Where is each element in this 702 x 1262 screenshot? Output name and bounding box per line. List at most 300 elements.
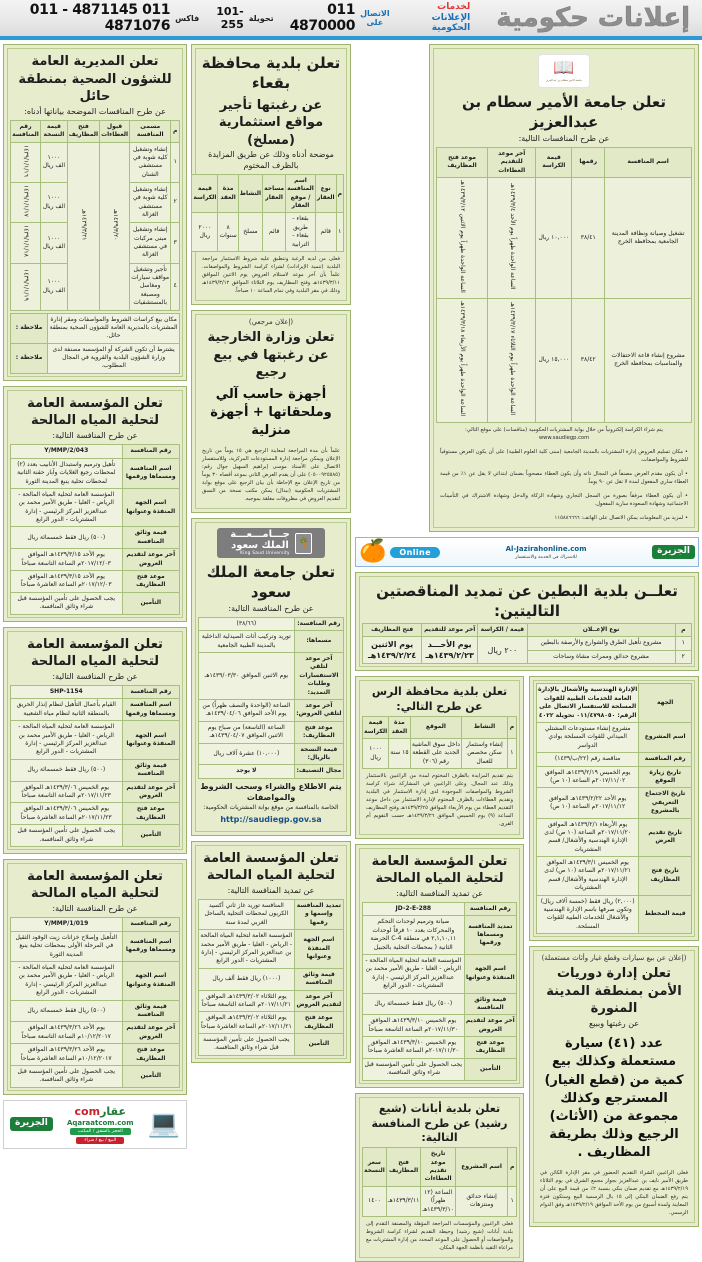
cell-type: قائم bbox=[315, 213, 336, 252]
cell-price: ١٠٠٠ الف ريال bbox=[41, 223, 68, 263]
table-row bbox=[437, 299, 692, 422]
madinah-body: فعلى الراغبين الشراء التقديم الحضور في مقر الإدارة الكائن في طريق الأمير نايف بن عبدالعزيز بجوار مجمع الشرق في يوم الثلاثاء ١٤٣٩/٢/١٩هـ مع تقديم ضمان بنكي بنسبة ٢٪ من قيمة البيع على أن يتم رفع الضمان البنكي إلى ١٥ بال الرسمية البيع وستكون فترة المعاينة ولمدة أسبوع من يوم الأحد الموافق ١٤٣٩/٢/١٩هـ وفق الدوام الرسمي. bbox=[540, 1169, 688, 1216]
table-row bbox=[192, 213, 344, 252]
cell-value: المؤسسة العامة لتحلية المياه المالحة - الرياض - العليا - طريق الأمير محمد بن عبدالعزيز المركز الرئيسي - إدارة المشتريات - الدور الرابع bbox=[11, 488, 123, 527]
table-row bbox=[11, 721, 180, 760]
table-row bbox=[11, 313, 180, 343]
cell-value: Y/MMP/2/043 bbox=[11, 445, 123, 458]
ad-batin bbox=[355, 572, 699, 671]
ad-swcc-3 bbox=[3, 859, 187, 1095]
th-price: قيمة النسخة bbox=[41, 121, 68, 143]
university-logo-icon bbox=[538, 54, 590, 88]
page-title: إعلانات حكومية bbox=[496, 3, 690, 33]
swcc2-title: تعلن المؤسسة العامة لتحلية المياه المالحة bbox=[27, 636, 163, 670]
cell-note-text: مكان بيع كراسات الشروط والمواصفات ومقر إدارة المشتريات بالمديرية العامة للشؤون الصحية بمنطقة حائل. bbox=[48, 313, 180, 343]
aqar-strip-red: البيع / بيع / شراء bbox=[76, 1137, 124, 1144]
cell-value: JD-2-E-288 bbox=[363, 903, 465, 916]
cell-deadline: الساعة الواحدة ظهراً يوم الأحد ١٤٣٩/٣/٤هـ bbox=[508, 183, 516, 290]
cell-key: اسم الجهة المنفذة وعنوانها bbox=[464, 954, 516, 993]
jazirah-logo: الجزيرة bbox=[652, 545, 695, 559]
th-no: م bbox=[675, 623, 691, 636]
cell-key: التأمين bbox=[122, 825, 179, 847]
table-row bbox=[199, 900, 344, 930]
cell-key: آخر موعد لتقديم العروض bbox=[122, 1022, 179, 1044]
table-row bbox=[11, 488, 180, 527]
abanat-title: تعلن بلدية أبانات (شيع رشيد) عن طرح المنافسة التالية: bbox=[371, 1101, 508, 1145]
baqaa-table bbox=[191, 174, 344, 252]
cell-key: رقم المنافسة bbox=[122, 445, 179, 458]
cell-no: ٤ bbox=[171, 263, 180, 310]
service-label-line1: لخدمات bbox=[437, 2, 471, 13]
th-activity: النشاط bbox=[462, 717, 508, 739]
table-row bbox=[199, 700, 344, 722]
cell-value: يوم الأحد ١٤٣٩/٣/٢٦هـ الموافق ١٠/١٢/٢٠١٧م الساعة التاسعة صباحاً bbox=[11, 1022, 123, 1044]
table-header-row bbox=[363, 623, 692, 636]
table-row bbox=[11, 445, 180, 458]
swcc3-subtitle: عن طرح المنافسة التالية: bbox=[52, 904, 138, 914]
madinah-sub: عن رغبتها وببيع bbox=[588, 1018, 640, 1028]
cell-number: ١٤٣٩/١/١/١٧ bbox=[22, 185, 30, 217]
table-row bbox=[199, 968, 344, 990]
th-number: رقم المنافسة bbox=[11, 121, 41, 143]
cell-name: مشروع تأهيل الطرق والشوارع والأرصفة بالبطين bbox=[527, 637, 675, 651]
table-row bbox=[199, 990, 344, 1012]
th-no: م bbox=[171, 121, 180, 143]
cell-opening-date: ١٤٣٩/٢/٢٤هـ bbox=[367, 651, 417, 661]
ksu-logo-ar1: جـــامـــعـــة bbox=[230, 529, 290, 540]
cell-key: موعد فتح المظاريف: bbox=[294, 721, 343, 743]
madinah-title: تعلن إدارة دوريات الأمن بمنطقة المدينة المنورة bbox=[546, 966, 682, 1017]
cell-no: ١ bbox=[171, 142, 180, 182]
cell-value: (٥٠٠) ريال فقط خمسمائة ريال bbox=[363, 993, 465, 1015]
column-middle bbox=[191, 44, 351, 1052]
cell-key: آخر موعد لتلقي الاستفسارات وطلبات التمديد: bbox=[294, 653, 343, 700]
cell-key: تمديد المنافسة وإسمها و رقمها bbox=[294, 900, 343, 930]
rass-footer: يتم تقديم المزايدة بالظرف المختوم لمدة من الراغبين بالاستثمار وذلك عند المجال. وعلى الراغبين في المشاركة شراء كراسة الشروط والمواصفات الموجودة لدى إدارة الاستثمار في البلدية وتقديم العطاءات بالظرف المختوم لإدارة الاستثمار من داخل موعد التقديم العطاء من يوم الأربعاء الموافق ١٤٣٩/٣/٢٥هـ وفتح المظاريف الساعة (٩) يوم الخميس الموافق ١٤٣٩/٣/٢٦هـ حسب التقويم أم القرى. bbox=[366, 773, 514, 828]
cell-key: اسم الجهة المنفذة وعنوانها bbox=[122, 721, 179, 760]
th-price: سعر النسخة bbox=[363, 1148, 387, 1187]
table-row bbox=[199, 1034, 344, 1056]
cell-no: ١ bbox=[507, 738, 516, 768]
cell-duration: ١٥ سنة bbox=[389, 738, 410, 768]
psau-title: تعلن جامعة الأمير سطام بن عبدالعزيز bbox=[461, 93, 667, 132]
th-no: م bbox=[507, 717, 516, 739]
th-open: فتح المظاريف bbox=[67, 121, 99, 143]
cell-number: ٣٨/٤٢ bbox=[572, 299, 605, 422]
cell-value: يوم الخميس ١٤٣٩/٣/٠٦هـ الموافق ٢٠١٧/١١/٢٣م الساعة التاسعة صباحاً bbox=[11, 781, 123, 803]
ext-value: 101-255 bbox=[216, 5, 244, 31]
cell-value: يوم الخميس ١٤٣٩/٣/١٠هـ الموافق ٢٠١٧/١١/٣٠م الساعة العاشرة صباحاً bbox=[363, 1037, 465, 1059]
hail-table bbox=[10, 120, 180, 310]
cell-key: التأمين bbox=[122, 592, 179, 614]
table-row bbox=[363, 1058, 517, 1080]
th-opening: فتح المظاريف bbox=[363, 623, 422, 636]
cell-price: ١٠٠٠ الف ريال bbox=[41, 263, 68, 310]
table-header-row bbox=[363, 1148, 517, 1187]
cell-opening: الساعة الواحدة ظهراً يوم الاثنين ١٤٣٩/٣/١٢هـ bbox=[459, 180, 467, 293]
ext-label: تحويلة bbox=[248, 13, 274, 23]
psau-note-3: • أن يكون العطاء مرفقاً بصورة من السجل التجاري وشهادة الزكاة والدخل وشهادة الاشتراك في التأمينات الاجتماعية وشهادة السعودة سارية المفعول. bbox=[440, 493, 688, 508]
th-name: اسم المنافسة / موقع العقار bbox=[286, 174, 316, 213]
cell-key: التأمين bbox=[294, 1034, 343, 1056]
cell-no: ١ bbox=[675, 637, 691, 651]
cell-value: يجب الحصول على تأمين المؤسسة قبل شراء وثائق المنافسة. bbox=[11, 592, 123, 614]
cell-key: تاريخ زيارة الموقع bbox=[639, 766, 692, 788]
cell-price: ١٥,٠٠٠ ريال bbox=[536, 299, 572, 422]
th-price: قيمة الكراسة bbox=[192, 174, 218, 213]
cell-key: تاريخ تقديم العرض bbox=[639, 818, 692, 857]
online-site-url[interactable]: Al-Jazirahonline.com bbox=[505, 544, 587, 553]
swcc1-table bbox=[10, 444, 180, 614]
online-pill: Online bbox=[390, 547, 440, 558]
cell-key: تاريخ فتح المظاريف bbox=[639, 857, 692, 896]
cell-value: يوم الثلاثاء ١٤٣٩/٣/٠٢هـ الموافق ٢٠١٧/١١/٢١م الساعة التاسعة صباحاً bbox=[199, 990, 295, 1012]
contact-info bbox=[6, 2, 390, 34]
ad-swcc-1 bbox=[3, 386, 187, 622]
cell-key: موعد فتح المظاريف bbox=[122, 803, 179, 825]
subcolumn-rass bbox=[355, 676, 524, 1262]
th-submit: تاريخ موعد تقديم العطاءات bbox=[421, 1148, 456, 1187]
cell-value: (٥٠٠) ريال فقط خمسمائة ريال bbox=[11, 527, 123, 549]
fax-label: فاكس bbox=[175, 13, 200, 23]
th-duration: مدة العقد bbox=[389, 717, 410, 739]
table-row bbox=[11, 1044, 180, 1066]
swcc-yanbu-title: تعلن المؤسسة العامة لتحلية المياه المالحة bbox=[203, 850, 339, 884]
cell-value: SHP-1154 bbox=[11, 686, 123, 699]
table-row bbox=[363, 1037, 517, 1059]
ksu-logo-icon bbox=[217, 528, 325, 558]
cell-note-label: ملاحظة : bbox=[11, 343, 48, 373]
cell-key: موعد فتح المظاريف bbox=[122, 571, 179, 593]
th-accept: قبول العطاءات bbox=[100, 121, 130, 143]
table-row bbox=[363, 954, 517, 993]
table-row bbox=[537, 766, 692, 788]
table-row bbox=[199, 617, 344, 630]
table-row bbox=[537, 684, 692, 723]
cell-location: داخل سوق الماشية الجديد على القطعة رقم (٣٠٦) bbox=[410, 738, 462, 768]
table-row bbox=[537, 753, 692, 766]
ksu-portal-url[interactable]: http://saudiegp.gov.sa bbox=[220, 815, 322, 825]
cell-submit: الساعة (١٢ ظهراً) ١٤٣٩/٣/١٠هـ bbox=[421, 1186, 456, 1216]
cell-value: لا يوجد bbox=[199, 765, 295, 778]
cell-key: موعد فتح المظاريف bbox=[464, 1037, 516, 1059]
ad-ksu bbox=[191, 518, 351, 836]
ad-baqaa bbox=[191, 44, 351, 305]
cell-number: ٣٨/٤١ bbox=[572, 178, 605, 299]
page-columns bbox=[0, 40, 702, 1252]
aqar-brand-red: com bbox=[74, 1104, 101, 1118]
cell-key: قيمة وثائق المنافسة bbox=[122, 1000, 179, 1022]
cell-key: موعد فتح المظاريف bbox=[122, 1044, 179, 1066]
th-duration: مدة العقد bbox=[218, 174, 238, 213]
table-row bbox=[11, 1000, 180, 1022]
swcc2-subtitle: عن طرح المنافسة التالية: bbox=[52, 671, 138, 681]
table-row bbox=[199, 721, 344, 743]
cell-price: ١٠٠٠ الف ريال bbox=[41, 142, 68, 182]
mofa-body: علماً بأن مدة المراجعة لمعاينة الرجيع هي ١٥ يوماً من تاريخ الإعلان ويمكن مراجعة إدارة المستودعات المركزية، وللاستفسار الاتصال على الأستاذ موسى إبراهيم السهيل جوال رقم: (٠٥٠٠٩٢٥٥٨٥) على أن يقدم العرض الثاني بموعد أقصاه ٣٠ يوماً من تاريخ الإعلان مع الإحاطة بأن بيان الرجيع على موقع بوابة المشتريات الحكومية (نبذال) يمكن مكتب نسخة من النسق لتقديم العروض في مظروفات مغلقة بموجبه. bbox=[202, 447, 341, 502]
th-number: رقمها bbox=[572, 147, 605, 177]
table-row bbox=[11, 1065, 180, 1087]
ksu-logo-ar2: الملك سعود bbox=[231, 539, 289, 551]
cell-number: ١٤٣٩/١/١/١٦ bbox=[22, 144, 30, 177]
ksu-subtitle: عن طرح المنافسة التالية: bbox=[228, 603, 314, 613]
cell-key: قيمة وثائق المنافسة bbox=[122, 527, 179, 549]
abanat-table bbox=[362, 1147, 517, 1217]
table-row bbox=[363, 1015, 517, 1037]
th-deadline: آخر موعد للتقديم bbox=[422, 623, 478, 636]
th-name: اسم المنافسة bbox=[605, 147, 692, 177]
cell-key: قيمة وثائق المنافسة bbox=[122, 759, 179, 781]
ad-swcc-yanbu-extension bbox=[191, 841, 351, 1063]
cell-key: رقم المنافسة bbox=[122, 686, 179, 699]
th-type: نوع العقار bbox=[315, 174, 336, 213]
cell-key: آخر موعد لتقديم العروض bbox=[122, 781, 179, 803]
cell-value: القيام بأعمال التأهيل لنظام إنذار الحريق بالمنطقة الثانية لنظام مياه الشعيبة bbox=[11, 699, 123, 721]
ksu-footer-title: يتم الاطلاع والشراء وسحب الشروط والمواصفات bbox=[200, 781, 342, 802]
cell-name: مشروع حدائق وممرات مشاة وساحات bbox=[527, 650, 675, 664]
th-price: قيمة الكراسة bbox=[536, 147, 572, 177]
table-row bbox=[537, 788, 692, 818]
cell-value: (١٠٠٠) ريال فقط ألف ريال bbox=[199, 968, 295, 990]
cell-activity: مسلخ bbox=[238, 213, 262, 252]
table-header-row bbox=[11, 121, 180, 143]
cell-value: المؤسسة العامة لتحلية المياه المالحة - الرياض - العليا - طريق الأمير محمد بن عبدالعزيز المركز الرئيسي - إدارة المشتريات - الدور الرابع bbox=[199, 930, 295, 969]
cell-value: مناقصة رقم (٢٢/ب/١٤٣٩) bbox=[537, 753, 639, 766]
service-label-line2: الإعلانات الحكومية bbox=[431, 12, 471, 34]
cell-no: ٣ bbox=[171, 223, 180, 263]
fax-numbers: 011 4871145 - 011 4871076 bbox=[29, 2, 171, 34]
cell-price: ١٠,٠٠٠ ريال bbox=[536, 178, 572, 299]
table-row bbox=[11, 458, 180, 488]
cell-price: ١٠٠٠ الف ريال bbox=[41, 183, 68, 223]
table-row bbox=[11, 825, 180, 847]
cell-name: إنشاء وتشغيل كلية شوبة في مستشفى الشنان bbox=[130, 142, 171, 182]
baqaa-subtitle: عن رغبتها تأجير مواقع استثمارية (مسلخ) bbox=[218, 97, 324, 148]
cell-value: يجب الحصول على تأمين المؤسسة قبل شراء وثائق المنافسة. bbox=[11, 825, 123, 847]
cell-key: آخر موعد لتقديم العروض bbox=[294, 990, 343, 1012]
cell-value: صيانة وترميم لوحدات التحكم والمحركات بعدد ١٠ فرقاً لوحدات ٢,١,١٠,١١ في منطقة C-4 الحرضة الثانية ( بمحطات التحلية بالجبيل bbox=[363, 916, 465, 955]
table-row bbox=[537, 723, 692, 753]
batin-table bbox=[362, 623, 692, 665]
swcc3-table bbox=[10, 917, 180, 1087]
swcc2-table bbox=[10, 685, 180, 847]
cell-price: ٢٠٠ ريال bbox=[478, 637, 527, 664]
cell-key: تمديد المنافسة ومسماها ورقمها bbox=[464, 916, 516, 955]
table-row bbox=[11, 931, 180, 961]
cell-no: ٢ bbox=[171, 183, 180, 223]
cell-key: قيمة وثائق المنافسة bbox=[294, 968, 343, 990]
table-row bbox=[363, 1186, 517, 1216]
cell-value: يجب الحصول على تأمين المؤسسة قبل شراء وثائق المنافسة. bbox=[363, 1058, 465, 1080]
cell-name: بقعاء - طريق بقعاء - الترابية bbox=[286, 213, 316, 252]
cell-key: التأمين bbox=[464, 1058, 516, 1080]
cell-key: مسماها: bbox=[294, 631, 343, 653]
th-no: م bbox=[336, 174, 343, 213]
hail-notes-table bbox=[10, 313, 180, 374]
military-medical-table bbox=[536, 683, 692, 934]
mofa-highlight: أجهزة حاسب آلي وملحقاتها + أجهزة منزلية bbox=[210, 387, 332, 439]
ad-swcc-rass-extension bbox=[355, 844, 524, 1088]
cell-name: تأجير وتشغيل مواقف سيارات ومغاسل ومصبغة بالمستشفيات bbox=[130, 263, 171, 310]
th-deadline: آخر موعد للتقديم العطاءات bbox=[488, 147, 536, 177]
ad-swcc-2 bbox=[3, 627, 187, 854]
ksu-table bbox=[198, 617, 344, 779]
cell-key: اسم المنافسة ومسماها ورقمها bbox=[122, 931, 179, 961]
cell-value: (٣٨/٦٦) bbox=[199, 617, 295, 630]
cell-key: اسم المشروع bbox=[639, 723, 692, 753]
table-header-row bbox=[363, 717, 517, 739]
ksu-title: تعلن جامعة الملك سعود bbox=[206, 563, 336, 602]
table-row bbox=[11, 961, 180, 1000]
ad-psau bbox=[429, 44, 699, 532]
ad-abanat bbox=[355, 1093, 524, 1262]
cell-key: تاريخ الاجتماع التعريفي بالمشروع bbox=[639, 788, 692, 818]
cell-key: آخر موعد لتلقي العروض: bbox=[294, 700, 343, 722]
cell-key: التأمين bbox=[122, 1065, 179, 1087]
cell-opening-day: يوم الاثنين bbox=[371, 640, 414, 650]
cell-value: Y/MMP/1/019 bbox=[11, 918, 123, 931]
cell-value: الساعة (الواحدة والنصف ظهراً) من يوم الأحد الموافق ١٤٣٩/٠٤/٠٦هـ bbox=[199, 700, 295, 722]
th-project: اسم المشروع bbox=[455, 1148, 507, 1187]
table-row bbox=[537, 895, 692, 934]
cell-key: رقم المنافسة: bbox=[294, 617, 343, 630]
laptop-house-icon: 💻 bbox=[147, 1109, 180, 1140]
table-row bbox=[11, 343, 180, 373]
table-row bbox=[363, 903, 517, 916]
page-masthead bbox=[0, 0, 702, 40]
cell-value: المؤسسة العامة لتحلية المياه المالحة - الرياض - العليا - طريق الأمير محمد بن عبدالعزيز المركز الرئيسي - إدارة المشتريات - الدور الرابع bbox=[11, 961, 123, 1000]
table-row bbox=[537, 857, 692, 896]
ad-military-medical bbox=[529, 676, 699, 941]
contact-label: الاتصال على bbox=[360, 8, 390, 27]
cell-value: (٥٠٠) ريال فقط خمسمائة ريال bbox=[11, 759, 123, 781]
cell-key: آخر موعد لتقديم العروض bbox=[464, 1015, 516, 1037]
th-area: مساحة العقار bbox=[263, 174, 286, 213]
psau-logo-wrap bbox=[436, 51, 692, 90]
ad-hail-health bbox=[3, 44, 187, 381]
cell-project: إنشاء حدائق ومنتزهات bbox=[455, 1186, 507, 1216]
cell-value: تأهيل وترميم واستبدال الأنابيب بعدد (٢) لمحطات رجيع الغلايات وآبار حقنة الثانية لمحطات تحلية ينبع المدينة الثورة bbox=[11, 458, 123, 488]
table-row bbox=[11, 571, 180, 593]
cell-activity: إنشاء واستثمار سكن مخصص للعمال bbox=[462, 738, 508, 768]
swcc-ext-table bbox=[362, 902, 517, 1081]
table-row bbox=[199, 765, 344, 778]
cell-key: قيمة المخطط bbox=[639, 895, 692, 934]
cell-price: ٢٠٠٠ ريال bbox=[192, 213, 218, 252]
cell-value: المؤسسة العامة لتحلية المياه المالحة - الرياض - العليا - طريق الأمير محمد بن عبدالعزيز المركز الرئيسي - إدارة المشتريات - الدور الرابع bbox=[11, 721, 123, 760]
swcc3-title: تعلن المؤسسة العامة لتحلية المياه المالحة bbox=[27, 868, 163, 902]
table-row bbox=[199, 631, 344, 653]
madinah-pre: (إعلان عن بيع سيارات وقطع غيار وأثاث مستعملة) bbox=[541, 954, 687, 963]
mofa-pre: (إعلان مرجعي) bbox=[248, 318, 294, 327]
table-row bbox=[11, 803, 180, 825]
cell-deadline-day: يوم الأحـــد bbox=[427, 640, 472, 650]
aqar-url[interactable]: Aqaraatcom.com bbox=[66, 1118, 134, 1127]
table-row bbox=[199, 930, 344, 969]
cell-value: يجب الحصول على تأمين المؤسسة قبل شراء وثائق المنافسة. bbox=[199, 1034, 295, 1056]
cell-key: رقم المنافسة bbox=[464, 903, 516, 916]
ad-aqar-banner[interactable] bbox=[3, 1100, 187, 1149]
th-location: الموقع bbox=[410, 717, 462, 739]
cell-deadline: الساعة الواحدة ظهراً يوم الثلاثاء ١٤٣٩/٣/١٧هـ bbox=[508, 302, 516, 416]
ksu-logo-en: King Saud University bbox=[240, 551, 290, 556]
swcc1-subtitle: عن طرح المنافسة التالية: bbox=[52, 430, 138, 440]
cell-value: يوم الخميس ١٤٣٩/٢/١٩هـ الموافق ٢٠١٧/١١/٠٢م الساعة (١٠ ص) bbox=[537, 766, 639, 788]
cell-price: ١٠٠٠ ريال bbox=[363, 738, 389, 768]
table-row bbox=[363, 738, 517, 768]
cell-value: توريد وتركيب أثاث الصيدلية الداخلية بالمدينة الطبية الجامعية bbox=[199, 631, 295, 653]
cell-opening: الساعة الواحدة ظهراً يوم الأربعاء ١٤٣٩/٣/١٨هـ bbox=[459, 301, 467, 417]
cell-value: يوم الاثنين الموافق ١٤٣٩/٠٣/٣٠هـ bbox=[199, 653, 295, 700]
cell-key: مجال التصنيف: bbox=[294, 765, 343, 778]
psau-note-0: يتم شراء الكراسة إلكترونياً من خلال بوابة المشتريات الحكومية (منافسات) على موقع التالي: www.saudiegp.com bbox=[465, 426, 663, 441]
cell-number: ١٤٣٩/١/١/١٨ bbox=[22, 225, 30, 258]
cell-value: يوم الثلاثاء ١٤٣٩/٣/٠٢هـ الموافق ٢٠١٧/١١/٢١م الساعة العاشرة صباحاً bbox=[199, 1012, 295, 1034]
cell-value: المنافسة توريد غاز ثاني أكسيد الكربون لمحطات التحلية بالساحل الغربي لمدة سنة bbox=[199, 900, 295, 930]
cell-value: يوم الخميس ١٤٣٩/٣/٠٦هـ الموافق ٢٠١٧/١١/٢٣م الساعة العاشرة صباحاً bbox=[11, 803, 123, 825]
abanat-footer: فعلى الراغبين والمؤسسات المراجعة المؤهلة والمصنفة التقدم إلى بلدية أبانات (شيع رشيد) وحيطة التقديم لشراء كراسة الشروط والمواصفات أو الحصول على الموعد المحدد من إدارة المشتريات مع مراعاة التقيد بأنظمة الجهة المكان. bbox=[366, 1220, 513, 1252]
rass-table bbox=[362, 716, 517, 769]
cell-deadline-date: ١٤٣٩/٢/٢٣هـ bbox=[425, 651, 474, 661]
cell-key: الجهة bbox=[639, 684, 692, 723]
logo-caption: جامعة الأمير سطام بن عبد العزيز bbox=[546, 79, 582, 82]
hail-title: تعلن المديرية العامة للشؤون الصحية بمنطقة حائل bbox=[18, 54, 172, 105]
swcc-yanbu-subtitle: عن تمديد المنافسة التالية: bbox=[227, 885, 315, 895]
swcc-ext-subtitle: عن تمديد المنافسة التالية: bbox=[396, 888, 483, 898]
cell-value: يوم الأحد ١٤٣٩/٣/١٥هـ الموافق ٢٠١٧/١٢/٠٣م الساعة العاشرة صباحاً bbox=[11, 571, 123, 593]
table-row bbox=[11, 142, 180, 182]
ad-madinah-security bbox=[529, 946, 699, 1227]
service-label bbox=[404, 2, 471, 33]
table-row bbox=[11, 549, 180, 571]
baqaa-footer: فعلى من لديه الرغبة وتنطبق عليه شروط الاستثمار مراجعة البلدية (تنمية الإيرادات) لشراء كراسة الشروط والمواصفات. علماً بأن آخر موعد لاستلام العروض يوم الاثنين الموافق ١٤٣٩/٣/١١هـ وفتح المظاريف يوم الثلاثاء الموافق ١٤٣٩/٣/١٢هـ وذلك في مقر البلدية وفي تمام الساعة ١٠ صباحاً. bbox=[202, 256, 340, 295]
main-phone: 011 4870000 bbox=[289, 2, 356, 34]
cell-key: قيمة النسخة بالريال: bbox=[294, 743, 343, 765]
column-right bbox=[3, 44, 187, 1143]
cell-name: إنشاء وتشغيل كلية شوبة في مستشفى الغزالة bbox=[130, 183, 171, 223]
table-row bbox=[11, 527, 180, 549]
table-row bbox=[11, 1022, 180, 1044]
rass-title: تعلن بلدية محافظة الرس عن طرح التالي: bbox=[371, 685, 508, 714]
cell-key: قيمة وثائق المنافسة bbox=[464, 993, 516, 1015]
column-left bbox=[355, 44, 699, 1252]
table-row bbox=[537, 818, 692, 857]
cell-area: قائم bbox=[263, 213, 286, 252]
cell-value: الساعة (التاسعة) من صباح يوم الاثنين الموافق ١٤٣٩/٠٤/٠٧هـ bbox=[199, 721, 295, 743]
cell-value: (١٠,٠٠٠) عشرة آلاف ريال bbox=[199, 743, 295, 765]
ad-mofa bbox=[191, 310, 351, 513]
madinah-highlight: عدد (٤١) سيارة مستعملة وكذلك بيع كمية من (قطع الغيار) المسترجع وكذلك مجموعة من (الأثاث) الرجيع وذلك بطريقة المظاريف . bbox=[544, 1036, 684, 1161]
cell-open: ١٤٣٩/٣/٢١هـ bbox=[80, 208, 88, 241]
cell-key: رقم المنافسة bbox=[639, 753, 692, 766]
table-row bbox=[199, 743, 344, 765]
ad-jazirah-online[interactable] bbox=[355, 537, 699, 567]
table-row bbox=[11, 759, 180, 781]
ad-rass bbox=[355, 676, 524, 838]
cell-value: يوم الأحد ١٤٣٩/٢/٢٢هـ الموافق ٢٠١٧/١١/١٢م الساعة (١٠ ص) bbox=[537, 788, 639, 818]
th-no: م bbox=[508, 1148, 517, 1187]
baqaa-title: تعلن بلدية محافظة بقعاء bbox=[201, 54, 341, 93]
orange-icon: 🍊 bbox=[359, 539, 387, 565]
cell-value: يوم الأحد ١٤٣٩/٣/١٥هـ الموافق ٢٠١٧/١٢/٠٣م الساعة التاسعة صباحاً bbox=[11, 549, 123, 571]
cell-value: مشروع إنشاء مستودعات المشتلي الميداني للقوات المسلحة بوادي الدواسر bbox=[537, 723, 639, 753]
th-price: قيمة / الكراسة bbox=[478, 623, 527, 636]
table-row bbox=[11, 781, 180, 803]
cell-key: اسم المنافسة ومسماها ورقمها bbox=[122, 699, 179, 721]
cell-value: التأهيل وإصلاح خزانات زيت الوقود الثقيل في المرحلة الأولى بمحطات تحلية ينبع المدينة الثورة bbox=[11, 931, 123, 961]
cell-number: ١٤٣٩/١/١/١٩ bbox=[22, 268, 30, 301]
cell-value: يجب الحصول على تأمين المؤسسة قبل شراء وثائق المنافسة. bbox=[11, 1065, 123, 1087]
